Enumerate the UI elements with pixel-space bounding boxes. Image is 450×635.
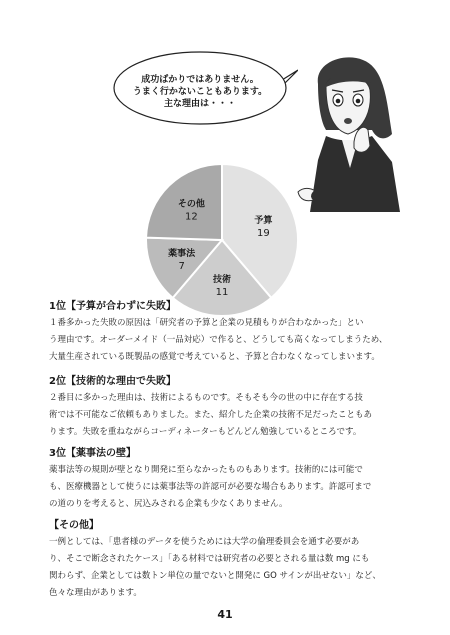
section-2 (49, 375, 404, 441)
page-number: 41 (217, 608, 233, 621)
body-line: １番多かった失敗の原因は「研究者の予算と企業の見積もりが合わなかった」とい (49, 318, 364, 328)
section-body (49, 315, 404, 366)
body-line: 大量生産されている既製品の感覚で考えていると、予算と合わなくなってしまいます。 (49, 352, 380, 362)
section-1 (49, 300, 404, 366)
pie-slice-value: 7 (178, 260, 185, 272)
section-body (49, 462, 404, 513)
section-heading: 2位【技術的な理由で失敗】 (49, 376, 176, 387)
pie-slice-label: その他 (177, 199, 205, 210)
body-line: 術では不可能なご依頼もありました。また、紹介した企業の技術不足だったこともあ (49, 410, 373, 420)
bubble-line: うまく行かないこともあります。 (132, 87, 268, 97)
body-line: う理由です。オーダーメイド（一品対応）で作ると、どうしても高くなってしまうため、 (49, 335, 388, 345)
businesswoman-illustration (296, 50, 406, 212)
bubble-line: 成功ばかりではありません。 (141, 75, 259, 85)
pie-slice-value: 19 (257, 227, 270, 239)
pie-slice-value: 11 (215, 287, 229, 299)
hand-shape (354, 127, 370, 152)
pie-chart (142, 160, 302, 320)
speech-bubble-text (112, 74, 288, 110)
speech-bubble (112, 46, 298, 126)
body-line: り、そこで断念されたケース」「ある材料では研究者の必要とされる量は数 mg にも (49, 554, 370, 564)
body-line: ２番目に多かった理由は、技術によるものです。そもそも今の世の中に存在する技 (49, 393, 363, 403)
body-line: ります。失敗を重ねながらコーディネーターもどんどん勉強しているところです。 (49, 427, 362, 437)
section-heading: 【その他】 (49, 520, 99, 531)
body-line: 薬事法等の規則が壁となり開発に至らなかったものもあります。技術的には可能で (49, 465, 363, 475)
body-line: も、医療機器として使うには薬事法等の許認可が必要な場合もあります。許認可まで (49, 482, 372, 492)
body-line: 一例としては、「患者様のデータを使うためには大学の倫理委員会を通す必要があ (49, 537, 360, 547)
body-line: 関わらず、企業としては数トン単位の量でないと開発に GO サインが出せない」など、 (49, 571, 381, 581)
section-4 (49, 519, 404, 602)
pie-slice-label: 技術 (212, 275, 232, 286)
pie-slice-value: 12 (184, 211, 198, 223)
section-heading: 1位【予算が合わずに失敗】 (49, 301, 176, 312)
section-3 (49, 447, 404, 513)
section-body (49, 390, 404, 441)
pie-slice-label: 薬事法 (168, 248, 196, 259)
pie-slice-label: 予算 (254, 215, 273, 226)
body-line: 色々な理由があります。 (49, 588, 142, 598)
section-heading: 3位【薬事法の壁】 (49, 448, 136, 459)
section-body (49, 534, 404, 602)
bubble-line: 主な理由は・・・ (163, 99, 236, 109)
body-line: の道のりを考えると、尻込みされる企業も少なくありません。 (49, 499, 288, 509)
